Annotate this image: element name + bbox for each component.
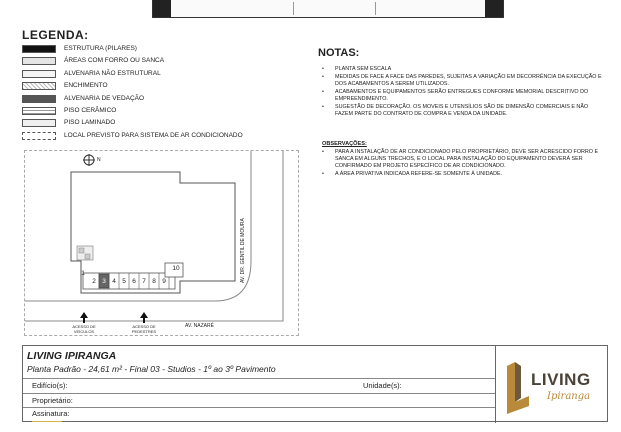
wall-block [153, 0, 171, 17]
project-name: LIVING IPIRANGA [27, 350, 117, 362]
street-label-bottom: AV. NAZARÉ [185, 323, 214, 329]
observation-item: • PARA A INSTALAÇÃO DE AR CONDICIONADO PELO PROPRIETÁRIO, DEVE SER ACRESCIDO FORRO E SANCA EM ALGUNS TRECHOS, E O LOCAL PARA INSTALAÇÃO DO EQUIPAMENTO DEVERÁ SER CONFIRMADO EM PROJETO ESPECÍFICO DE AR CONDICIONADO. [322, 149, 607, 171]
title-block-rule [23, 378, 495, 379]
ar-condicionado-swatch [22, 132, 56, 140]
unit-number: 8 [152, 278, 156, 285]
legend-title: LEGENDA: [22, 28, 89, 42]
unit-number: 4 [112, 278, 116, 285]
vehicle-access-label: ACESSO DE VEÍCULOS [72, 324, 96, 334]
legend-label: ALVENARIA DE VEDAÇÃO [64, 94, 145, 102]
previous-plan-strip [152, 0, 504, 18]
piso-ceramico-swatch [22, 107, 56, 115]
note-item: • PLANTA SEM ESCALA [322, 66, 607, 73]
logo-wordmark: LIVING [531, 370, 591, 389]
plan-description: Planta Padrão - 24,61 m² - Final 03 - Studios - 1º ao 3º Pavimento [27, 364, 276, 374]
owner-field-label: Proprietário: [32, 396, 73, 405]
observations-title: OBSERVAÇÕES: [322, 141, 367, 147]
note-item: • ACABAMENTOS E EQUIPAMENTOS SERÃO ENTREGUES CONFORME MEMORIAL DESCRITIVO DO EMPREENDIMENTO. [322, 89, 607, 103]
pedestrian-access-label: ACESSO DE PEDESTRES [131, 324, 157, 334]
vedacao-swatch [22, 95, 56, 103]
legend-label: ÁREAS COM FORRO OU SANCA [64, 57, 165, 65]
unit-number: 6 [132, 278, 136, 285]
unit-number: 1 [81, 270, 85, 277]
site-plan [24, 150, 299, 336]
notes-list [322, 66, 607, 118]
notes-title: NOTAS: [318, 47, 360, 59]
unit-number: 9 [162, 278, 166, 285]
wall-block [485, 0, 503, 17]
logo-script: Ipiranga [547, 391, 591, 402]
title-block-divider [495, 346, 496, 423]
legend-label: PISO LAMINADO [64, 119, 116, 127]
unit-number: 5 [122, 278, 126, 285]
unit-number: 2 [92, 278, 96, 285]
north-label: N [97, 157, 101, 163]
signature-field-label: Assinatura: [32, 409, 70, 418]
legend-label: ENCHIMENTO [64, 82, 108, 90]
unit-field-label: Unidade(s): [363, 381, 402, 390]
logo-mark-icon [503, 362, 533, 414]
signature-underline [32, 421, 62, 422]
wall-line [293, 2, 294, 15]
unit-number: 10 [172, 265, 180, 272]
legend-label: PISO CERÂMICO [64, 106, 117, 114]
title-block-rule [23, 407, 495, 408]
piso-laminado-swatch [22, 119, 56, 127]
note-item: • SUGESTÃO DE DECORAÇÃO. OS MOVEIS E UTENSÍLIOS SÃO DE DIMENSÃO COMERCIAIS E NÃO FAZEM PARTE DO CONTRATO DE COMPRA E VENDA DA UNIDADE. [322, 104, 607, 118]
legend-label: ALVENARIA NÃO ESTRUTURAL [64, 69, 161, 77]
note-item: • MEDIDAS DE FACE A FACE DAS PAREDES, SUJEITAS A VARIAÇÃO EM DECORRÊNCIA DA EXECUÇÃO E DOS ACABAMENTOS A SEREM UTILIZADOS. [322, 74, 607, 88]
enchimento-swatch [22, 82, 56, 90]
legend-label: LOCAL PREVISTO PARA SISTEMA DE AR CONDICIONADO [64, 131, 243, 139]
observations-list [322, 149, 607, 179]
site-plan-drawing [25, 151, 300, 337]
alvenaria-nao-estrutural-swatch [22, 70, 56, 78]
unit-number: 7 [142, 278, 146, 285]
street-label-side: AV. DR. GENTIL DE MOURA [240, 218, 246, 283]
wall-line [375, 2, 376, 15]
title-block [22, 345, 608, 422]
unit-number: 3 [102, 278, 106, 285]
core-detail [79, 248, 84, 253]
observation-item: • A ÁREA PRIVATIVA INDICADA REFERE-SE SOMENTE À UNIDADE. [322, 171, 607, 178]
building-field-label: Edifício(s): [32, 381, 68, 390]
core-detail [85, 254, 90, 259]
forro-swatch [22, 57, 56, 65]
legend-label: ESTRUTURA (PILARES) [64, 45, 137, 52]
living-logo [503, 358, 607, 416]
title-block-rule [23, 393, 495, 394]
pilares-swatch [22, 45, 56, 53]
